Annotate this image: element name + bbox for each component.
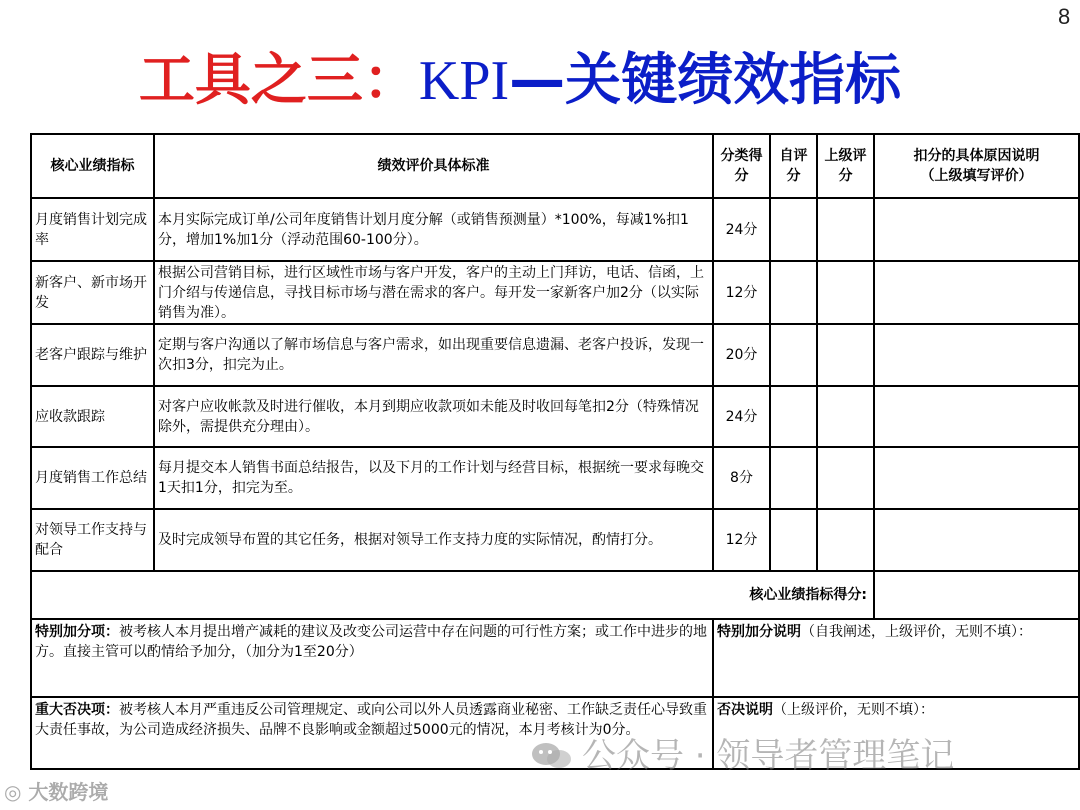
row-self-score-cell[interactable] bbox=[770, 509, 817, 571]
row-reason-cell[interactable] bbox=[874, 261, 1079, 324]
row-indicator: 对领导工作支持与配合 bbox=[31, 509, 154, 571]
header-indicator: 核心业绩指标 bbox=[31, 134, 154, 198]
row-indicator: 月度销售计划完成率 bbox=[31, 198, 154, 261]
header-criteria: 绩效评价具体标准 bbox=[154, 134, 713, 198]
table-row bbox=[31, 261, 1079, 324]
brand-text: 大数跨境 bbox=[28, 780, 109, 804]
bonus-note-label: 特别加分说明 bbox=[717, 624, 801, 640]
veto-note-label: 否决说明 bbox=[717, 702, 773, 718]
row-reason-cell[interactable] bbox=[874, 447, 1079, 509]
row-self-score-cell[interactable] bbox=[770, 198, 817, 261]
header-score: 分类得分 bbox=[713, 134, 770, 198]
slide-title bbox=[0, 46, 1040, 116]
title-part-kpi: KPI bbox=[418, 50, 510, 112]
row-criteria: 根据公司营销目标，进行区域性市场与客户开发，客户的主动上门拜访，电话、信函，上门介绍与传递信息，寻找目标市场与潜在需求的客户。每开发一家新客户加2分（以实际销售为准）。 bbox=[154, 261, 713, 324]
bonus-row bbox=[31, 619, 1079, 697]
row-reason-cell[interactable] bbox=[874, 198, 1079, 261]
table-row bbox=[31, 447, 1079, 509]
row-indicator: 月度销售工作总结 bbox=[31, 447, 154, 509]
row-superior-score-cell[interactable] bbox=[817, 198, 874, 261]
row-reason-cell[interactable] bbox=[874, 386, 1079, 447]
row-criteria: 本月实际完成订单/公司年度销售计划月度分解（或销售预测量）*100%，每减1%扣1分，增加1%加1分（浮动范围60-100分）。 bbox=[154, 198, 713, 261]
table-row bbox=[31, 198, 1079, 261]
row-superior-score-cell[interactable] bbox=[817, 509, 874, 571]
row-self-score-cell[interactable] bbox=[770, 324, 817, 386]
title-part-tool: 工具之三： bbox=[138, 48, 419, 113]
bonus-text: 被考核人本月提出增产减耗的建议及改变公司运营中存在问题的可行性方案；或工作中进步的地方。直接主管可以酌情给予加分，（加分为1至20分） bbox=[35, 624, 707, 660]
row-score: 12分 bbox=[713, 509, 770, 571]
row-reason-cell[interactable] bbox=[874, 509, 1079, 571]
page-number: 8 bbox=[1058, 4, 1071, 29]
bonus-note-cell[interactable] bbox=[713, 619, 1079, 697]
row-score: 8分 bbox=[713, 447, 770, 509]
row-indicator: 应收款跟踪 bbox=[31, 386, 154, 447]
row-criteria: 每月提交本人销售书面总结报告，以及下月的工作计划与经营目标，根据统一要求每晚交1天扣1分，扣完为至。 bbox=[154, 447, 713, 509]
table-row bbox=[31, 509, 1079, 571]
row-score: 12分 bbox=[713, 261, 770, 324]
header-reason bbox=[874, 134, 1079, 198]
row-reason-cell[interactable] bbox=[874, 324, 1079, 386]
row-score: 24分 bbox=[713, 386, 770, 447]
bonus-cell bbox=[31, 619, 713, 697]
row-superior-score-cell[interactable] bbox=[817, 324, 874, 386]
brand-logo-icon: ◎ bbox=[4, 780, 29, 804]
row-self-score-cell[interactable] bbox=[770, 386, 817, 447]
total-label: 核心业绩指标得分: bbox=[31, 571, 874, 619]
row-indicator: 老客户跟踪与维护 bbox=[31, 324, 154, 386]
bonus-note-text: （自我阐述，上级评价，无则不填）： bbox=[801, 624, 1032, 640]
table-row bbox=[31, 386, 1079, 447]
veto-text: 被考核人本月严重违反公司管理规定、或向公司以外人员透露商业秘密、工作缺乏责任心导致重大责任事故，为公司造成经济损失、品牌不良影响或金额超过5000元的情况，本月考核计为0分。 bbox=[35, 702, 707, 738]
title-part-name: —关键绩效指标 bbox=[509, 48, 902, 113]
header-reason-line1: 扣分的具体原因说明 bbox=[913, 148, 1040, 164]
row-score: 20分 bbox=[713, 324, 770, 386]
veto-note-text: （上级评价，无则不填）： bbox=[773, 702, 934, 718]
brand-watermark bbox=[4, 776, 108, 805]
row-superior-score-cell[interactable] bbox=[817, 386, 874, 447]
row-criteria: 对客户应收帐款及时进行催收，本月到期应收款项如未能及时收回每笔扣2分（特殊情况除外，需提供充分理由）。 bbox=[154, 386, 713, 447]
veto-label: 重大否决项： bbox=[35, 702, 119, 718]
wechat-icon bbox=[530, 741, 574, 771]
header-reason-line2: （上级填写评价） bbox=[920, 168, 1033, 184]
watermark bbox=[530, 728, 954, 777]
header-self-score: 自评分 bbox=[770, 134, 817, 198]
row-indicator: 新客户、新市场开发 bbox=[31, 261, 154, 324]
table-row bbox=[31, 324, 1079, 386]
row-self-score-cell[interactable] bbox=[770, 261, 817, 324]
row-superior-score-cell[interactable] bbox=[817, 447, 874, 509]
total-row bbox=[31, 571, 1079, 619]
row-criteria: 定期与客户沟通以了解市场信息与客户需求，如出现重要信息遗漏、老客户投诉，发现一次扣3分，扣完为止。 bbox=[154, 324, 713, 386]
row-self-score-cell[interactable] bbox=[770, 447, 817, 509]
row-criteria: 及时完成领导布置的其它任务，根据对领导工作支持力度的实际情况，酌情打分。 bbox=[154, 509, 713, 571]
header-superior-score: 上级评分 bbox=[817, 134, 874, 198]
kpi-table bbox=[30, 133, 1080, 770]
watermark-text: 公众号 · 领导者管理笔记 bbox=[582, 736, 955, 776]
table-header-row bbox=[31, 134, 1079, 198]
row-superior-score-cell[interactable] bbox=[817, 261, 874, 324]
row-score: 24分 bbox=[713, 198, 770, 261]
bonus-label: 特别加分项： bbox=[35, 624, 119, 640]
total-score-cell[interactable] bbox=[874, 571, 1079, 619]
